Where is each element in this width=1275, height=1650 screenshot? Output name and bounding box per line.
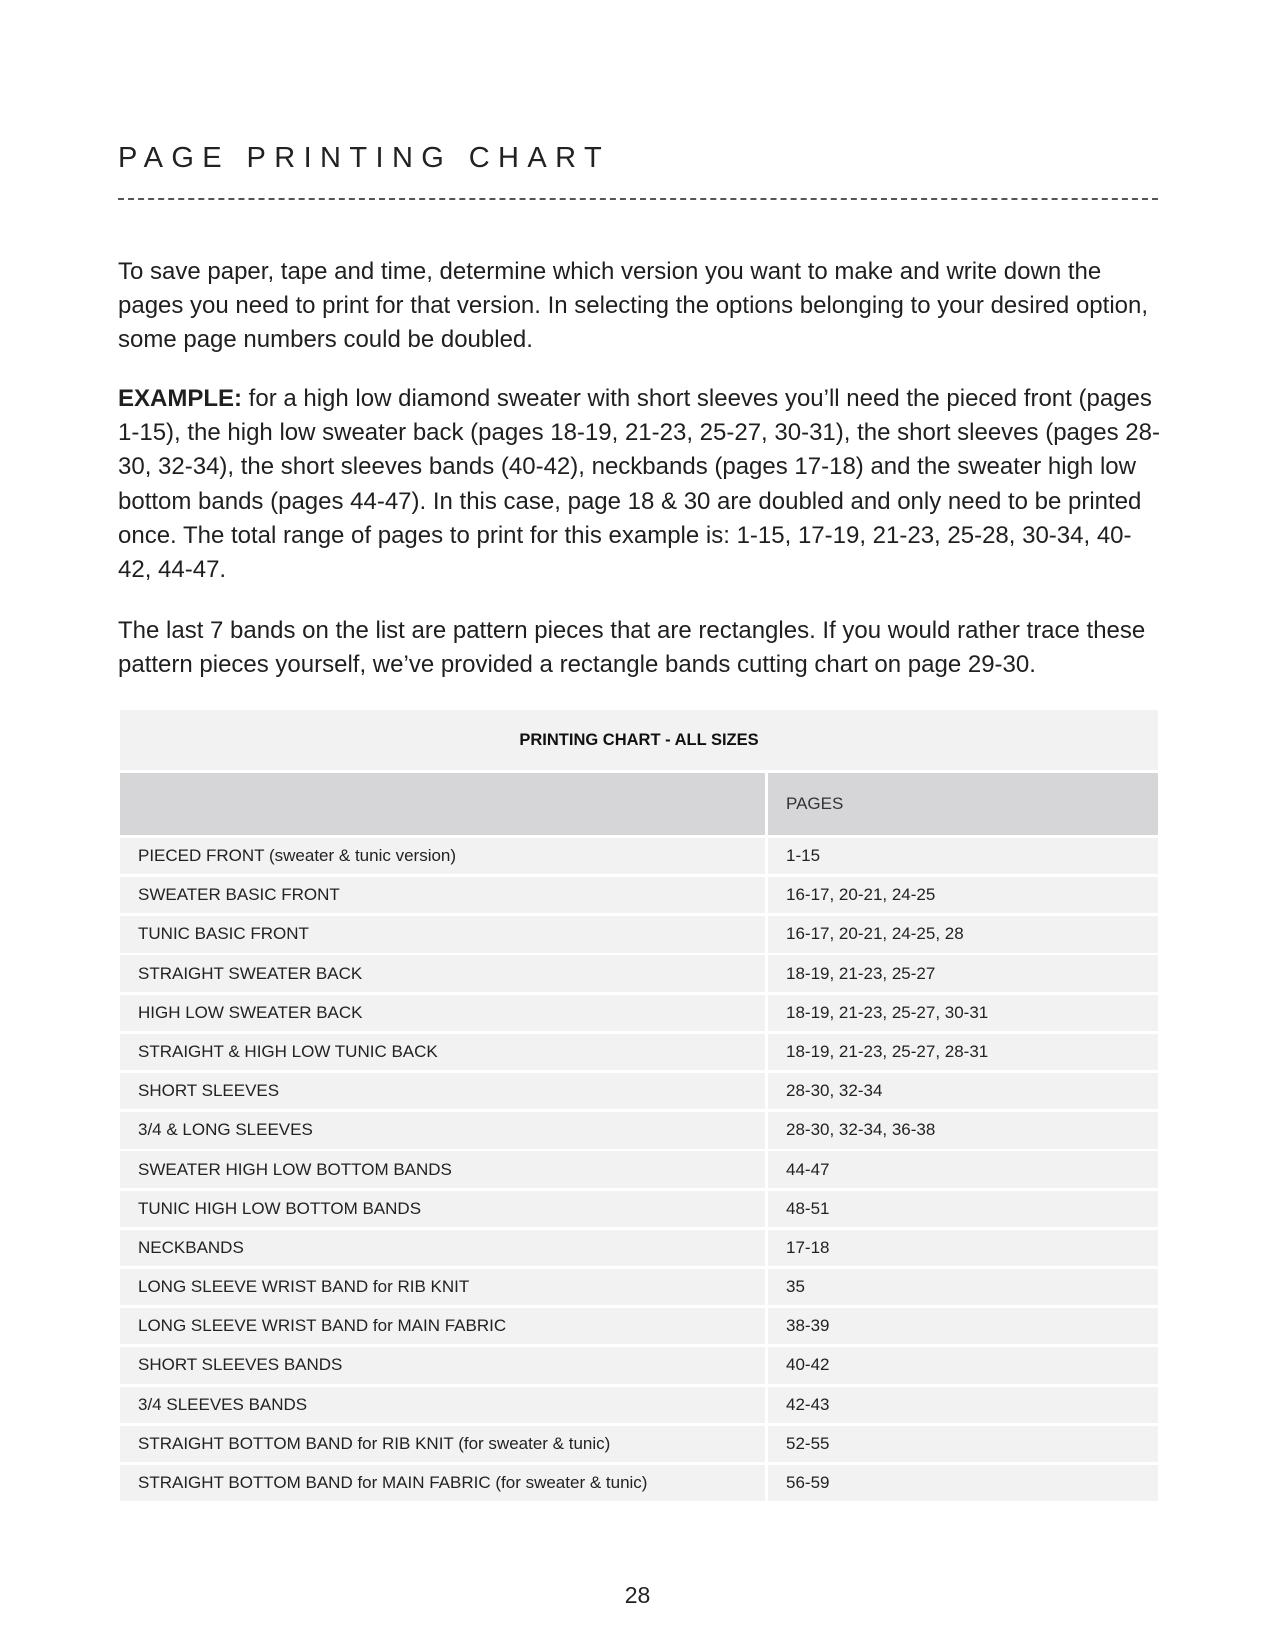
bands-note-paragraph: The last 7 bands on the list are pattern pieces that are rectangles. If you would rather trace these pattern pieces yourself, we’ve provided a rectangle bands cutting chart on page 29-30. — [118, 617, 1146, 679]
pages-cell: 42-43 — [768, 1387, 1158, 1423]
pages-cell: 16-17, 20-21, 24-25 — [768, 877, 1158, 913]
chart-header-row — [120, 773, 1158, 835]
table-row — [120, 1308, 1158, 1344]
chart-body — [120, 838, 1158, 1501]
piece-cell: LONG SLEEVE WRIST BAND for MAIN FABRIC — [120, 1308, 765, 1344]
chart-title: PRINTING CHART - ALL SIZES — [120, 710, 1158, 770]
piece-cell: STRAIGHT BOTTOM BAND for RIB KNIT (for sweater & tunic) — [120, 1426, 765, 1462]
piece-cell: TUNIC HIGH LOW BOTTOM BANDS — [120, 1191, 765, 1227]
example-paragraph — [118, 382, 1163, 587]
printing-chart-table — [120, 710, 1158, 1501]
pages-cell: 16-17, 20-21, 24-25, 28 — [768, 916, 1158, 952]
table-row — [120, 1230, 1158, 1266]
header-piece-cell — [120, 773, 765, 835]
table-row — [120, 1347, 1158, 1383]
piece-cell: 3/4 & LONG SLEEVES — [120, 1112, 765, 1148]
pages-cell: 48-51 — [768, 1191, 1158, 1227]
example-text: for a high low diamond sweater with short sleeves you’ll need the pieced front (pages 1-15), the high low sweater back (pages 18-19, 21-23, 25-27, 30-31), the short sleeves (pages 28-30, 32-34), the short sleeves bands (40-42), neckbands (pages 17-18) and the sweater high low bottom bands (pages 44-47). In this case, page 18 & 30 are doubled and only need to be printed once. The total range of pages to print for this example is: 1-15, 17-19, 21-23, 25-28, 30-34, 40-42, 44-47. — [118, 385, 1160, 584]
piece-cell: STRAIGHT & HIGH LOW TUNIC BACK — [120, 1034, 765, 1070]
table-row — [120, 1151, 1158, 1187]
piece-cell: SHORT SLEEVES — [120, 1073, 765, 1109]
piece-cell: NECKBANDS — [120, 1230, 765, 1266]
page-title: PAGE PRINTING CHART — [118, 142, 611, 174]
table-row — [120, 916, 1158, 952]
piece-cell: PIECED FRONT (sweater & tunic version) — [120, 838, 765, 874]
piece-cell: STRAIGHT BOTTOM BAND for MAIN FABRIC (for sweater & tunic) — [120, 1465, 765, 1501]
table-row — [120, 1269, 1158, 1305]
title-divider — [118, 198, 1158, 200]
pages-cell: 18-19, 21-23, 25-27, 28-31 — [768, 1034, 1158, 1070]
table-row — [120, 995, 1158, 1031]
piece-cell: SWEATER BASIC FRONT — [120, 877, 765, 913]
piece-cell: HIGH LOW SWEATER BACK — [120, 995, 765, 1031]
intro-paragraph: To save paper, tape and time, determine which version you want to make and write down the pages you need to print for that version. In selecting the options belonging to your desired option, some page numbers could be doubled. — [118, 258, 1149, 354]
pages-cell: 44-47 — [768, 1151, 1158, 1187]
header-pages-cell: PAGES — [768, 773, 1158, 835]
table-row — [120, 1034, 1158, 1070]
table-row — [120, 1426, 1158, 1462]
pages-cell: 18-19, 21-23, 25-27 — [768, 955, 1158, 991]
table-row — [120, 1191, 1158, 1227]
pages-cell: 28-30, 32-34, 36-38 — [768, 1112, 1158, 1148]
table-row — [120, 1387, 1158, 1423]
pages-cell: 17-18 — [768, 1230, 1158, 1266]
table-row — [120, 1465, 1158, 1501]
table-row — [120, 877, 1158, 913]
table-row — [120, 838, 1158, 874]
piece-cell: STRAIGHT SWEATER BACK — [120, 955, 765, 991]
table-row — [120, 1073, 1158, 1109]
piece-cell: TUNIC BASIC FRONT — [120, 916, 765, 952]
pages-cell: 18-19, 21-23, 25-27, 30-31 — [768, 995, 1158, 1031]
page-number: 28 — [624, 1582, 651, 1608]
piece-cell: SWEATER HIGH LOW BOTTOM BANDS — [120, 1151, 765, 1187]
piece-cell: SHORT SLEEVES BANDS — [120, 1347, 765, 1383]
piece-cell: 3/4 SLEEVES BANDS — [120, 1387, 765, 1423]
example-label: EXAMPLE: — [118, 385, 243, 412]
pages-cell: 40-42 — [768, 1347, 1158, 1383]
pages-cell: 35 — [768, 1269, 1158, 1305]
pages-cell: 56-59 — [768, 1465, 1158, 1501]
piece-cell: LONG SLEEVE WRIST BAND for RIB KNIT — [120, 1269, 765, 1305]
table-row — [120, 1112, 1158, 1148]
table-row — [120, 955, 1158, 991]
pages-cell: 28-30, 32-34 — [768, 1073, 1158, 1109]
pages-cell: 38-39 — [768, 1308, 1158, 1344]
pages-cell: 52-55 — [768, 1426, 1158, 1462]
pages-cell: 1-15 — [768, 838, 1158, 874]
